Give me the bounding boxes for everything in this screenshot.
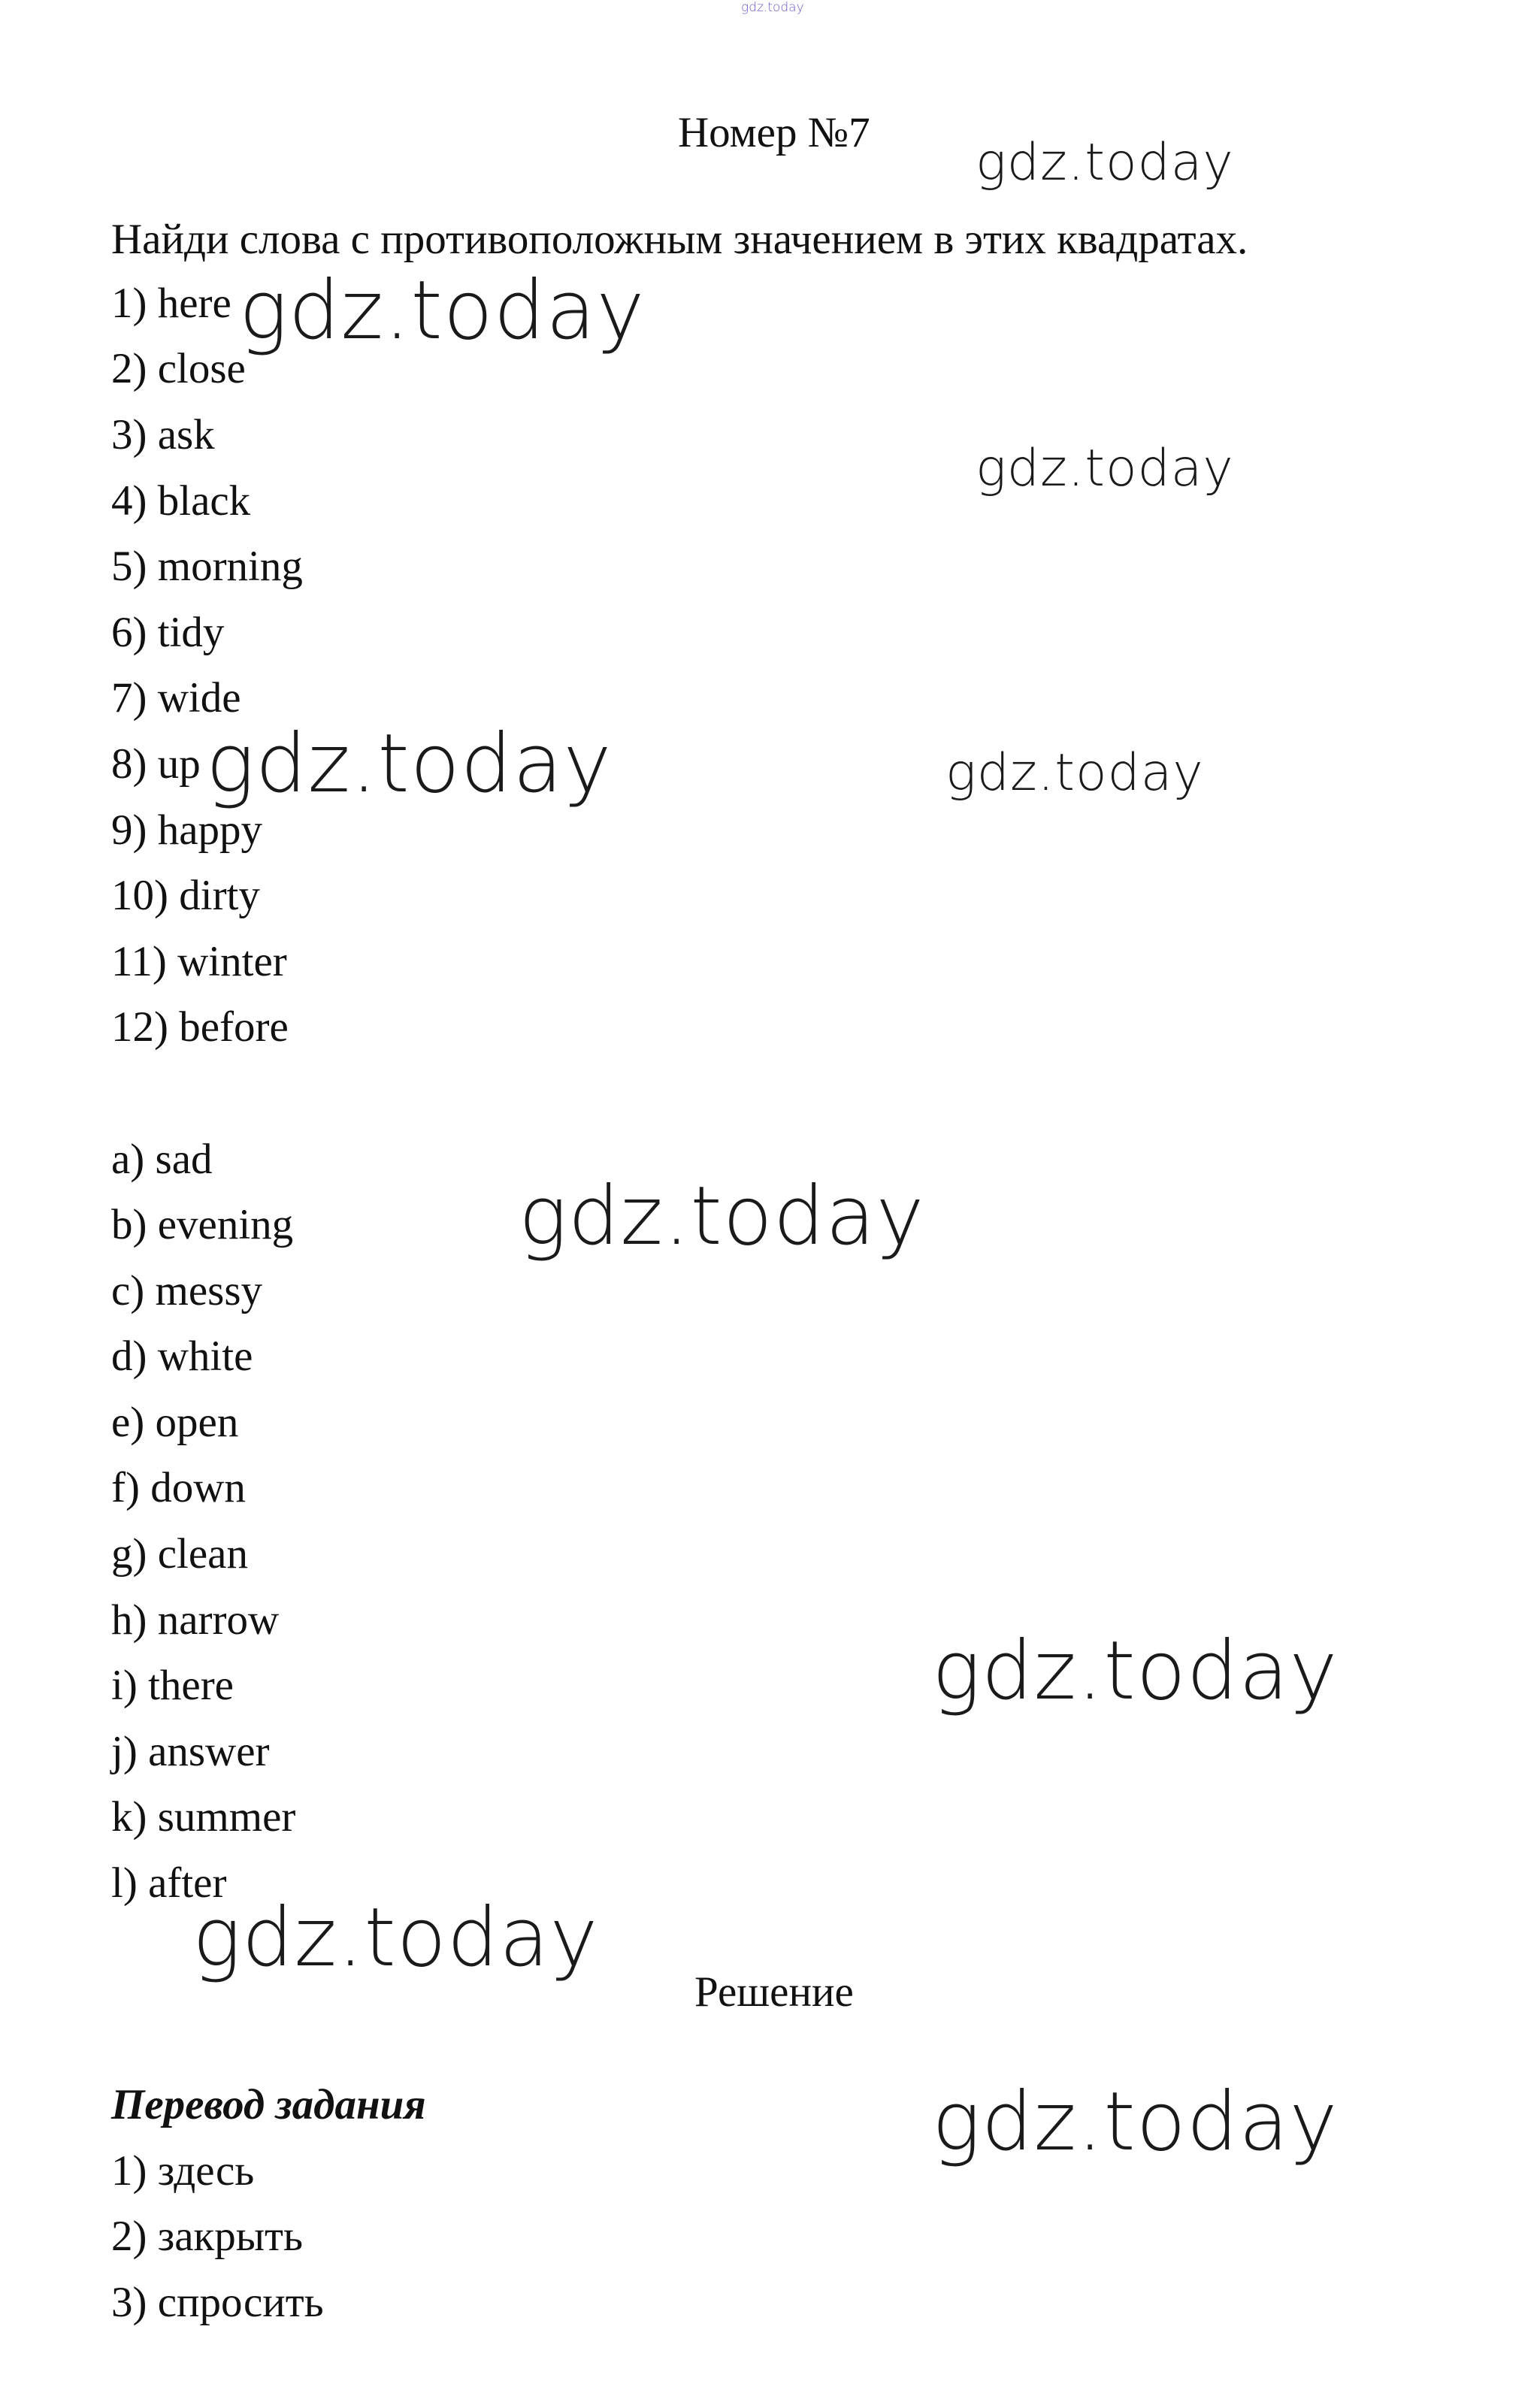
- list-item: 9) happy: [111, 806, 263, 854]
- list-item: 8) up: [111, 740, 201, 788]
- watermark: gdz.today: [192, 1891, 599, 1985]
- list-item: 3) спросить: [111, 2279, 324, 2326]
- list-item: f) down: [111, 1464, 246, 1511]
- list-item: 6) tidy: [111, 609, 225, 656]
- list-item: l) after: [111, 1859, 227, 1907]
- list-item: c) messy: [111, 1267, 263, 1314]
- list-item: 7) wide: [111, 674, 241, 722]
- list-item: 12) before: [111, 1003, 289, 1051]
- list-item: 11) winter: [111, 938, 287, 985]
- watermark: gdz.today: [976, 133, 1234, 192]
- translation-heading: Перевод задания: [111, 2081, 426, 2128]
- list-item: e) open: [111, 1399, 239, 1446]
- watermark: gdz.today: [932, 2075, 1339, 2169]
- list-item: k) summer: [111, 1793, 296, 1841]
- watermark: gdz.today: [932, 1624, 1339, 1718]
- list-item: d) white: [111, 1333, 253, 1380]
- list-item: j) answer: [111, 1728, 270, 1775]
- watermark: gdz.today: [976, 439, 1234, 498]
- list-item: 10) dirty: [111, 872, 260, 919]
- list-item: 2) close: [111, 345, 246, 392]
- list-item: 1) here: [111, 280, 231, 327]
- list-item: b) evening: [111, 1201, 294, 1248]
- page-title: Номер №7: [678, 109, 870, 156]
- list-item: 2) закрыть: [111, 2213, 303, 2260]
- solution-title: Решение: [694, 1968, 854, 2016]
- list-item: 5) morning: [111, 543, 303, 590]
- instruction-text: Найди слова с противоположным значением в этих квадратах.: [111, 216, 1248, 263]
- list-item: h) narrow: [111, 1596, 280, 1644]
- list-item: 1) здесь: [111, 2147, 255, 2195]
- watermark: gdz.today: [519, 1169, 925, 1263]
- list-item: 4) black: [111, 477, 251, 525]
- header-watermark: gdz.today: [741, 0, 804, 15]
- watermark: gdz.today: [239, 264, 646, 358]
- list-item: g) clean: [111, 1530, 248, 1578]
- watermark: gdz.today: [945, 743, 1204, 803]
- watermark: gdz.today: [206, 717, 613, 811]
- list-item: a) sad: [111, 1136, 213, 1183]
- list-item: i) there: [111, 1662, 234, 1709]
- list-item: 3) ask: [111, 411, 215, 458]
